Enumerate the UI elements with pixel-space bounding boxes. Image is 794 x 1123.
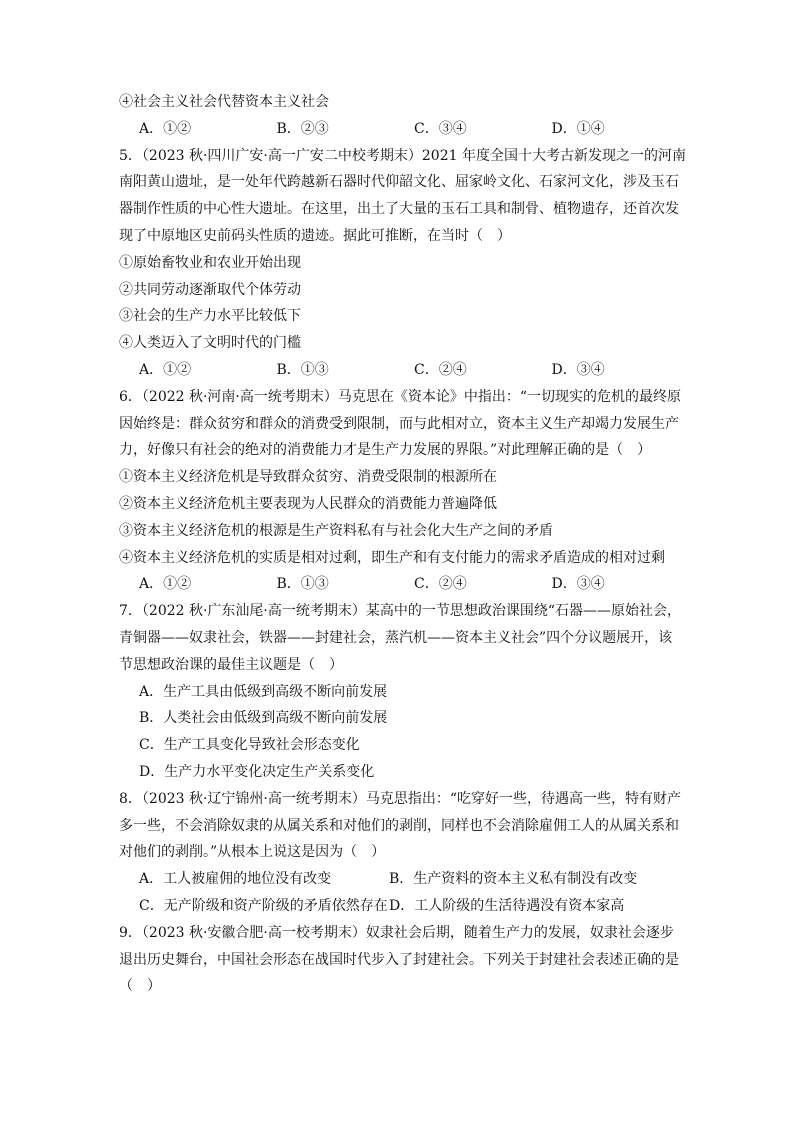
question-8-line: 多一些，不会消除奴隶的从属关系和对他们的剥削，同样也不会消除雇佣工人的从属关系和	[119, 817, 679, 834]
question-8-line: 8．（2023 秋·辽宁锦州·高一统考期末）马克思指出：“吃穿好一些，待遇高一些，特有财产	[119, 790, 682, 807]
question-5-line: 5．（2023 秋·四川广安·高一广安二中校考期末）2021 年度全国十大考古新发现之一的河南	[119, 147, 686, 164]
choice-a: A．①②	[139, 120, 192, 137]
choice-row	[119, 119, 689, 139]
question-8-line: 对他们的剥削。”从根本上说这是因为（ ）	[119, 844, 386, 861]
choice-d: D．工人阶级的生活待遇没有资本家高	[389, 897, 625, 914]
choice-a: A．工人被雇佣的地位没有改变	[139, 871, 332, 888]
choice-c: C．②④	[414, 361, 467, 378]
choice-a: A．①②	[139, 576, 192, 593]
choice-b: B．①③	[276, 576, 329, 593]
choice-a: A．①②	[139, 361, 192, 378]
option-line: ②资本主义经济危机主要表现为人民群众的消费能力普遍降低	[119, 495, 497, 512]
choice-c: C．②④	[414, 576, 467, 593]
choice-d: D．①④	[551, 120, 605, 137]
choice-c: C．无产阶级和资产阶级的矛盾依然存在	[139, 897, 388, 914]
question-9-line: 退出历史舞台，中国社会形态在战国时代步入了封建社会。下列关于封建社会表述正确的是	[119, 951, 679, 968]
choice-b: B．人类社会由低级到高级不断向前发展	[139, 710, 388, 727]
choice-d: D．生产力水平变化决定生产关系变化	[139, 763, 375, 780]
question-7-line: 节思想政治课的最佳主议题是（ ）	[119, 656, 343, 673]
document-page	[119, 92, 689, 1003]
option-line: ①资本主义经济危机是导致群众贫穷、消费受限制的根源所在	[119, 469, 497, 486]
choice-b: B．①③	[276, 361, 329, 378]
question-5-line: 现了中原地区史前码头性质的遗迹。据此可推断，在当时（ ）	[119, 227, 511, 244]
option-line: ③社会的生产力水平比较低下	[119, 308, 301, 325]
question-9-line: 9．（2023 秋·安徽合肥·高一校考期末）奴隶社会后期，随着生产力的发展，奴隶社会逐步	[119, 924, 674, 941]
option-line: ③资本主义经济危机的根源是生产资料私有与社会化大生产之间的矛盾	[119, 522, 553, 539]
question-5-line: 器制作性质的中心性大遗址。在这里，出土了大量的玉石工具和制骨、植物遗存，还首次发	[119, 201, 679, 218]
option-line: ④资本主义经济危机的实质是相对过剩，即生产和有支付能力的需求矛盾造成的相对过剩	[119, 549, 665, 566]
question-6-line: 因始终是：群众贫穷和群众的消费受到限制，而与此相对立，资本主义生产却竭力发展生产	[119, 415, 679, 432]
choice-b: B．生产资料的资本主义私有制没有改变	[389, 871, 638, 888]
choice-c: C．③④	[414, 120, 467, 137]
option-line: ④社会主义社会代替资本主义社会	[119, 94, 329, 110]
option-line: ②共同劳动逐渐取代个体劳动	[119, 281, 301, 298]
choice-row	[119, 574, 689, 594]
choice-row	[119, 869, 689, 889]
option-line: ④人类迈入了文明时代的门槛	[119, 335, 301, 352]
choice-c: C．生产工具变化导致社会形态变化	[139, 737, 360, 754]
choice-row	[119, 896, 689, 916]
question-6-line: 6．（2022 秋·河南·高一统考期末）马克思在《资本论》中指出：“一切现实的危机的最终原	[119, 388, 682, 405]
option-line: ①原始畜牧业和农业开始出现	[119, 254, 301, 271]
choice-d: D．③④	[551, 576, 605, 593]
choice-b: B．②③	[276, 120, 329, 137]
question-7-line: 青铜器——奴隶社会，铁器——封建社会，蒸汽机——资本主义社会”四个分议题展开，该	[119, 629, 673, 646]
choice-a: A．生产工具由低级到高级不断向前发展	[139, 683, 388, 700]
question-9-line: （ ）	[119, 978, 161, 995]
question-5-line: 南阳黄山遗址，是一处年代跨越新石器时代仰韶文化、屈家岭文化、石家河文化，涉及玉石	[119, 174, 679, 191]
question-6-line: 力，好像只有社会的绝对的消费能力才是生产力发展的界限。”对此理解正确的是（ ）	[119, 442, 652, 459]
question-7-line: 7．（2022 秋·广东汕尾·高一统考期末）某高中的一节思想政治课围绕“石器——原始社会，	[119, 603, 682, 620]
choice-row	[119, 360, 689, 380]
choice-d: D．③④	[551, 361, 605, 378]
